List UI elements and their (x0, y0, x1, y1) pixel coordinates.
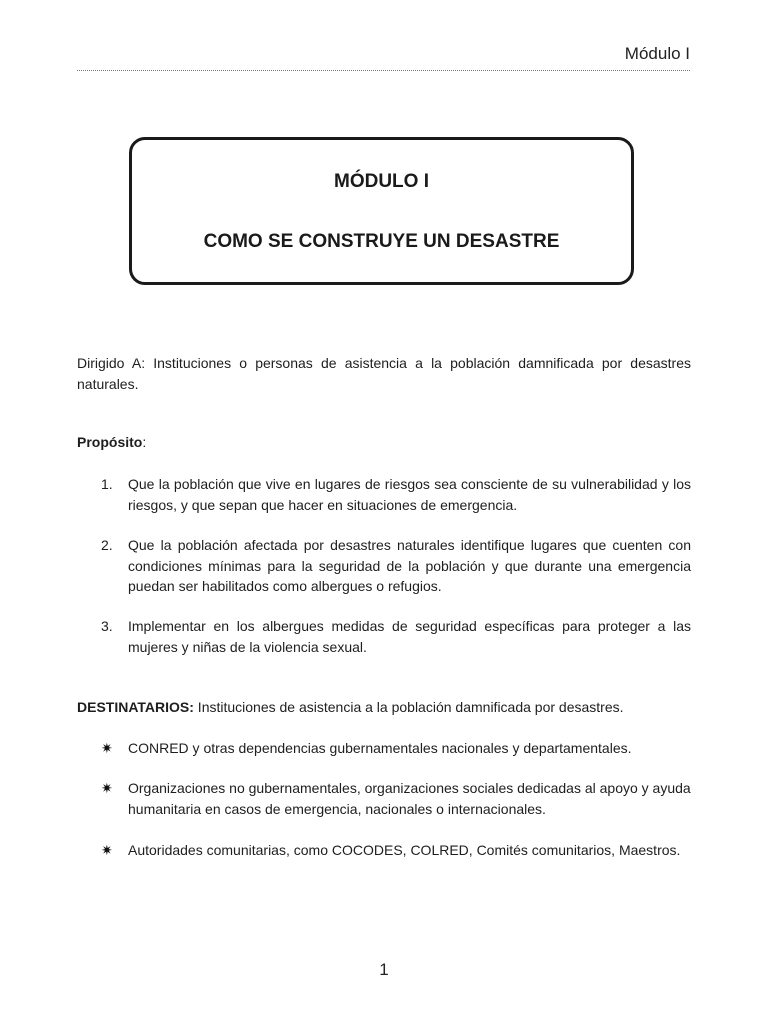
dirigido-paragraph (77, 353, 691, 394)
title-box (129, 137, 634, 285)
list-number: 1. (101, 476, 113, 492)
bullet-item-text: Autoridades comunitarias, como COCODES, COLRED, Comités comunitarios, Maestros. (128, 842, 681, 858)
asterisk-bullet-icon: ✷ (101, 842, 113, 858)
module-subtitle: COMO SE CONSTRUYE UN DESASTRE (203, 231, 560, 252)
asterisk-bullet-icon: ✷ (101, 740, 113, 756)
asterisk-bullet-icon: ✷ (101, 780, 113, 796)
page-header (77, 42, 690, 71)
destinatarios-item (77, 840, 691, 861)
proposito-heading (77, 432, 691, 453)
proposito-item (77, 616, 691, 657)
list-number: 3. (101, 618, 113, 634)
list-number: 2. (101, 537, 113, 553)
proposito-item (77, 535, 691, 597)
destinatarios-label: DESTINATARIOS: (77, 699, 194, 715)
destinatarios-text: Instituciones de asistencia a la población damnificada por desastres. (193, 699, 624, 715)
proposito-item (77, 474, 691, 515)
proposito-label: Propósito (77, 434, 143, 450)
destinatarios-item (77, 738, 691, 759)
dirigido-label: Dirigido A: (77, 355, 146, 371)
dirigido-text: Instituciones o personas de asistencia a la población damnificada por desastres naturales. (77, 355, 691, 392)
destinatarios-item (77, 778, 691, 819)
page-number: 1 (379, 960, 389, 979)
list-item-text: Que la población que vive en lugares de riesgos sea consciente de su vulnerabilidad y los riesgos, y que sepan que hacer en situaciones de emergencia. (128, 476, 691, 513)
bullet-item-text: Organizaciones no gubernamentales, organizaciones sociales dedicadas al apoyo y ayuda humanitaria en casos de emergencia, nacionales o internacionales. (128, 780, 691, 817)
list-item-text: Que la población afectada por desastres naturales identifique lugares que cuenten con condiciones mínimas para la seguridad de la población y que durante una emergencia puedan ser habilitados como albergues o refugios. (128, 537, 691, 594)
list-item-text: Implementar en los albergues medidas de seguridad específicas para proteger a las mujeres y niñas de la violencia sexual. (128, 618, 691, 655)
proposito-colon: : (142, 434, 147, 450)
destinatarios-paragraph (77, 697, 691, 718)
bullet-item-text: CONRED y otras dependencias gubernamentales nacionales y departamentales. (128, 740, 632, 756)
header-title: Módulo I (624, 44, 690, 63)
module-title: MÓDULO I (334, 171, 429, 192)
